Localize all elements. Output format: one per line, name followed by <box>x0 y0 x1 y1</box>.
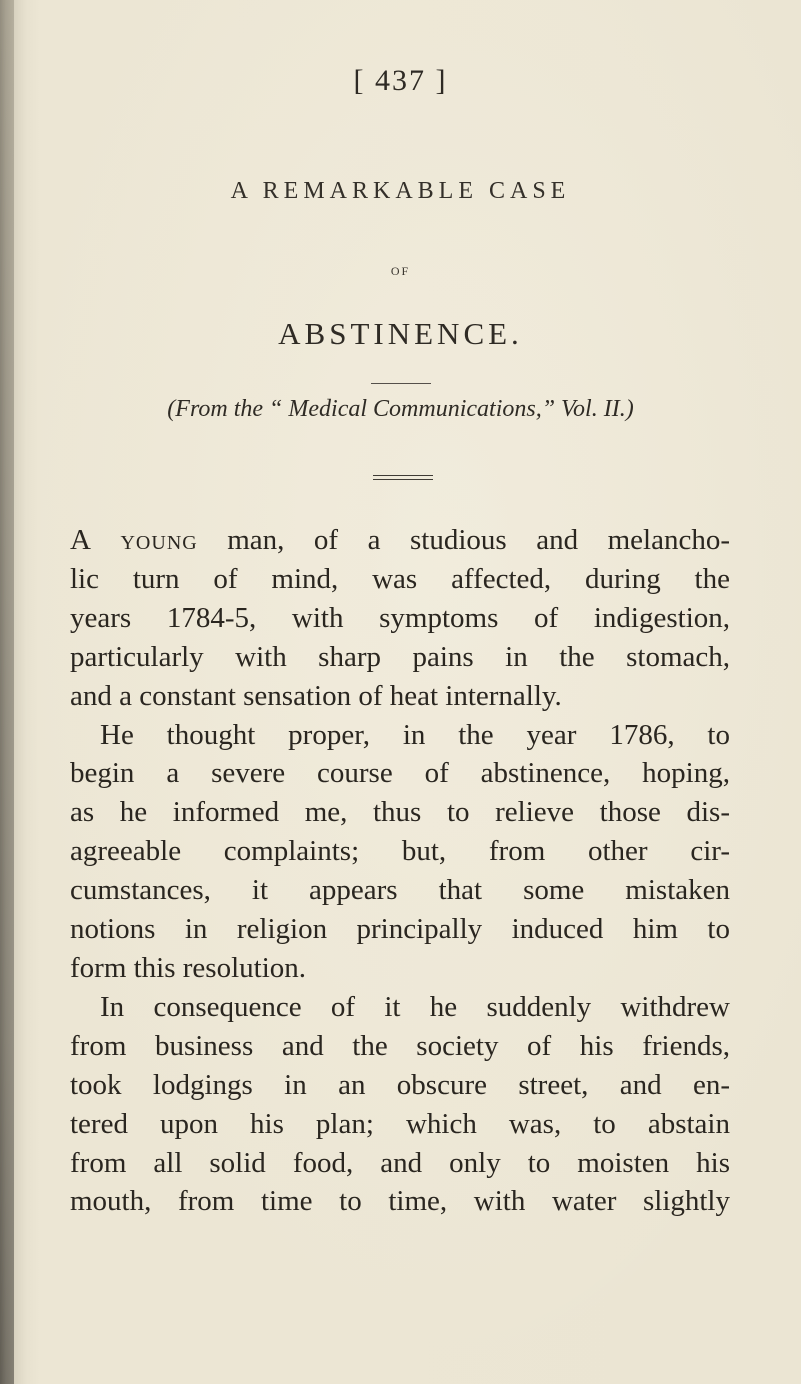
body-line: agreeable complaints; but, from other cir- <box>70 835 730 868</box>
body-text <box>70 521 730 1221</box>
title-main: ABSTINENCE. <box>278 316 523 351</box>
smallcaps-word: young <box>120 524 198 556</box>
body-line: mouth, from time to time, with water slightly <box>70 1185 730 1218</box>
body-line: begin a severe course of abstinence, hoping, <box>70 757 730 790</box>
page-number: [ 437 ] <box>353 64 448 97</box>
body-line: particularly with sharp pains in the stomach, <box>70 640 730 673</box>
divider-rule <box>371 383 431 384</box>
body-line: cumstances, it appears that some mistaken <box>70 874 730 907</box>
body-line: form this resolution. <box>70 951 307 984</box>
body-line: He thought proper, in the year 1786, to <box>100 718 730 751</box>
body-line: tered upon his plan; which was, to abstain <box>70 1107 730 1140</box>
body-line-1-rest: man, of a studious and melancho- <box>197 524 731 556</box>
body-line: from business and the society of his friends, <box>70 1029 730 1062</box>
body-line: and a constant sensation of heat internally. <box>70 679 562 712</box>
title-of: OF <box>390 264 411 278</box>
body-line: took lodgings in an obscure street, and en- <box>70 1068 730 1101</box>
title-line-1: A REMARKABLE CASE <box>230 178 571 204</box>
body-line: lic turn of mind, was affected, during the <box>70 562 730 595</box>
body-line: from all solid food, and only to moisten his <box>70 1146 730 1179</box>
body-line: as he informed me, thus to relieve those dis- <box>70 796 730 829</box>
body-line: In consequence of it he suddenly withdrew <box>100 990 730 1023</box>
binding-gutter <box>0 0 14 1384</box>
body-line-1 <box>70 521 730 560</box>
source-citation: (From the “ Medical Communications,” Vol. II.) <box>167 396 634 422</box>
drop-word: A <box>70 524 91 556</box>
body-line: years 1784-5, with symptoms of indigestion, <box>70 601 730 634</box>
double-rule <box>373 475 433 480</box>
body-line: notions in religion principally induced him to <box>70 913 730 946</box>
